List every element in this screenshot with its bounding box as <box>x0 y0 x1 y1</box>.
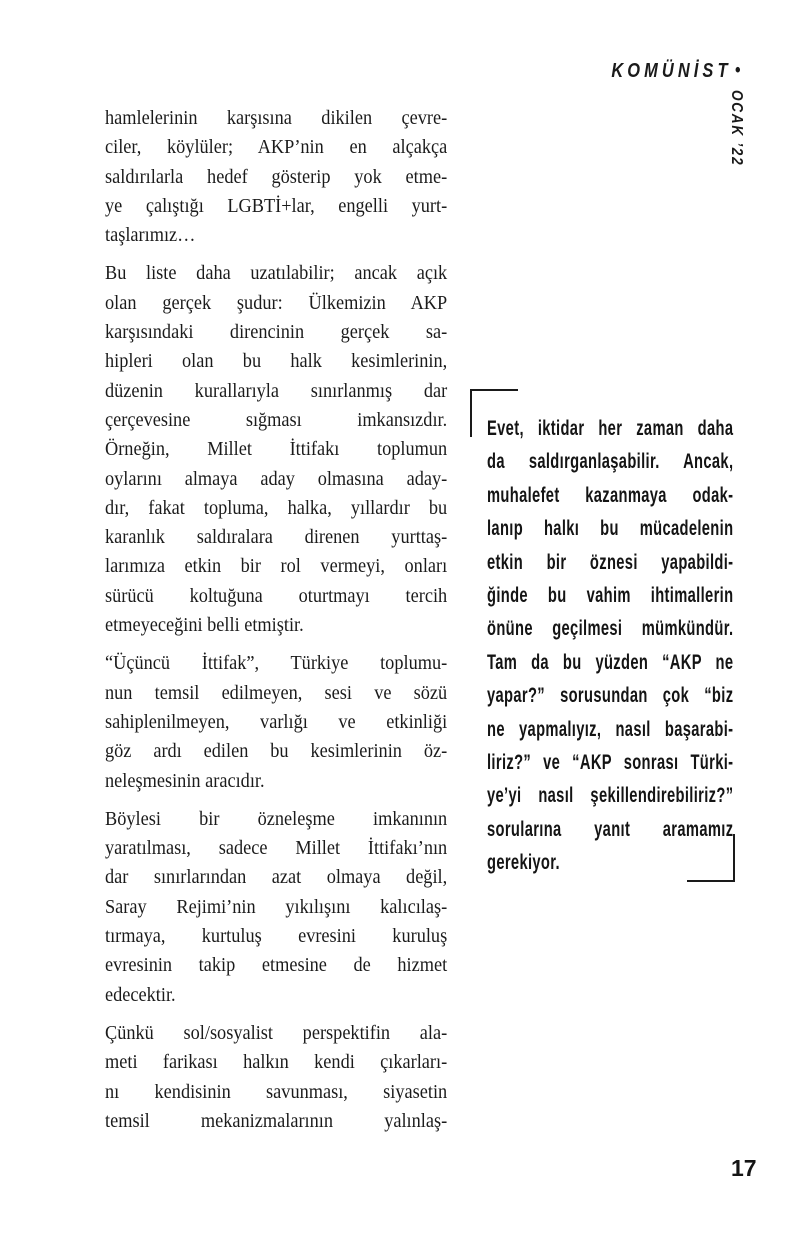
text-line: düzenin kurallarıyla sınırlanmış dar <box>105 379 448 402</box>
bullet-icon: • <box>734 60 740 81</box>
text-line: ye çalıştığı LGBTİ+lar, engelli yurt- <box>105 194 448 217</box>
pull-quote <box>487 412 733 880</box>
text-line: sorularına yanıt aramamız <box>487 817 734 841</box>
paragraph <box>105 104 447 250</box>
quote-close-bracket-icon <box>687 834 735 882</box>
text-line: liriz?” ve “AKP sonrası Türki- <box>487 751 734 775</box>
text-line: lanıp halkı bu mücadelenin <box>487 517 734 541</box>
page-number: 17 <box>731 1155 757 1181</box>
text-line: Tam da bu yüzden “AKP ne <box>487 650 734 674</box>
text-line: Bu liste daha uzatılabilir; ancak açık <box>105 262 448 285</box>
paragraph <box>105 649 447 795</box>
text-line: sahiplenilmeyen, varlığı ve etkinliği <box>105 710 448 733</box>
text-line: nı kendisinin savunması, siyasetin <box>105 1080 448 1103</box>
magazine-title: KOMÜNİST <box>610 60 732 82</box>
text-line: ye’yi nasıl şekillendirebiliriz?” <box>487 784 734 808</box>
paragraph <box>105 805 447 1010</box>
text-line: oylarını almaya aday olmasına aday- <box>105 467 448 490</box>
text-line: sürücü koltuğuna oturtmayı tercih <box>105 584 448 607</box>
text-line: nun temsil edilmeyen, sesi ve sözü <box>105 681 448 704</box>
text-line: yaratılması, sadece Millet İttifakı’nın <box>105 837 448 860</box>
text-line: temsil mekanizmalarının yalınlaş- <box>105 1109 448 1132</box>
text-line: dar sınırlarından azat olmaya değil, <box>105 866 448 889</box>
text-line: meti farikası halkın kendi çıkarları- <box>105 1051 448 1074</box>
text-line: etkin bir öznesi yapabildi- <box>487 550 734 574</box>
magazine-header <box>611 60 740 83</box>
text-line: evresinin takip etmesine de hizmet <box>105 954 448 977</box>
text-line: karşısındaki direncinin gerçek sa- <box>105 321 448 344</box>
text-line: karanlık saldıralara direnen yurttaş- <box>105 526 448 549</box>
paragraph <box>105 259 447 640</box>
text-line: Çünkü sol/sosyalist perspektifin ala- <box>105 1021 448 1044</box>
text-line: taşlarımız… <box>105 224 196 247</box>
text-line: ne yapmalıyız, nasıl başarabi- <box>487 717 734 741</box>
text-line: Böylesi bir özneleşme imkanının <box>105 807 448 830</box>
text-line: göz ardı edilen bu kesimlerinin öz- <box>105 740 448 763</box>
text-line: olan gerçek şudur: Ülkemizin AKP <box>105 291 448 314</box>
text-line: “Üçüncü İttifak”, Türkiye toplumu- <box>105 652 448 675</box>
text-line: hipleri olan bu halk kesimlerinin, <box>105 350 448 373</box>
text-line: yapar?” sorusundan çok “biz <box>487 684 734 708</box>
text-line: etmeyeceğini belli etmiştir. <box>105 614 304 637</box>
text-line: dır, fakat topluma, halka, yıllardır bu <box>105 496 448 519</box>
text-line: edecektir. <box>105 983 176 1006</box>
text-line: ciler, köylüler; AKP’nin en alçakça <box>105 136 448 159</box>
issue-date: OCAK ’22 <box>728 90 745 167</box>
text-line: Örneğin, Millet İttifakı toplumun <box>105 438 448 461</box>
text-line: çerçevesine sığması imkansızdır. <box>105 408 448 431</box>
text-line: Saray Rejimi’nin yıkılışını kalıcılaş- <box>105 895 448 918</box>
text-line: önüne geçilmesi mümkündür. <box>487 617 734 641</box>
text-line: larımıza etkin bir rol vermeyi, onları <box>105 555 448 578</box>
text-line: saldırılarla hedef gösterip yok etme- <box>105 165 448 188</box>
text-line: tırmaya, kurtuluş evresini kuruluş <box>105 925 448 948</box>
text-line: da saldırganlaşabilir. Ancak, <box>487 450 734 474</box>
text-line: Evet, iktidar her zaman daha <box>487 417 734 440</box>
text-line: muhalefet kazanmaya odak- <box>487 483 734 507</box>
text-line: hamlelerinin karşısına dikilen çevre- <box>105 107 448 129</box>
text-line: ğinde bu vahim ihtimallerin <box>487 584 734 608</box>
paragraph <box>105 1019 447 1136</box>
article-body <box>105 104 447 1136</box>
text-line: neleşmesinin aracıdır. <box>105 769 265 792</box>
text-line: gerekiyor. <box>487 851 560 875</box>
